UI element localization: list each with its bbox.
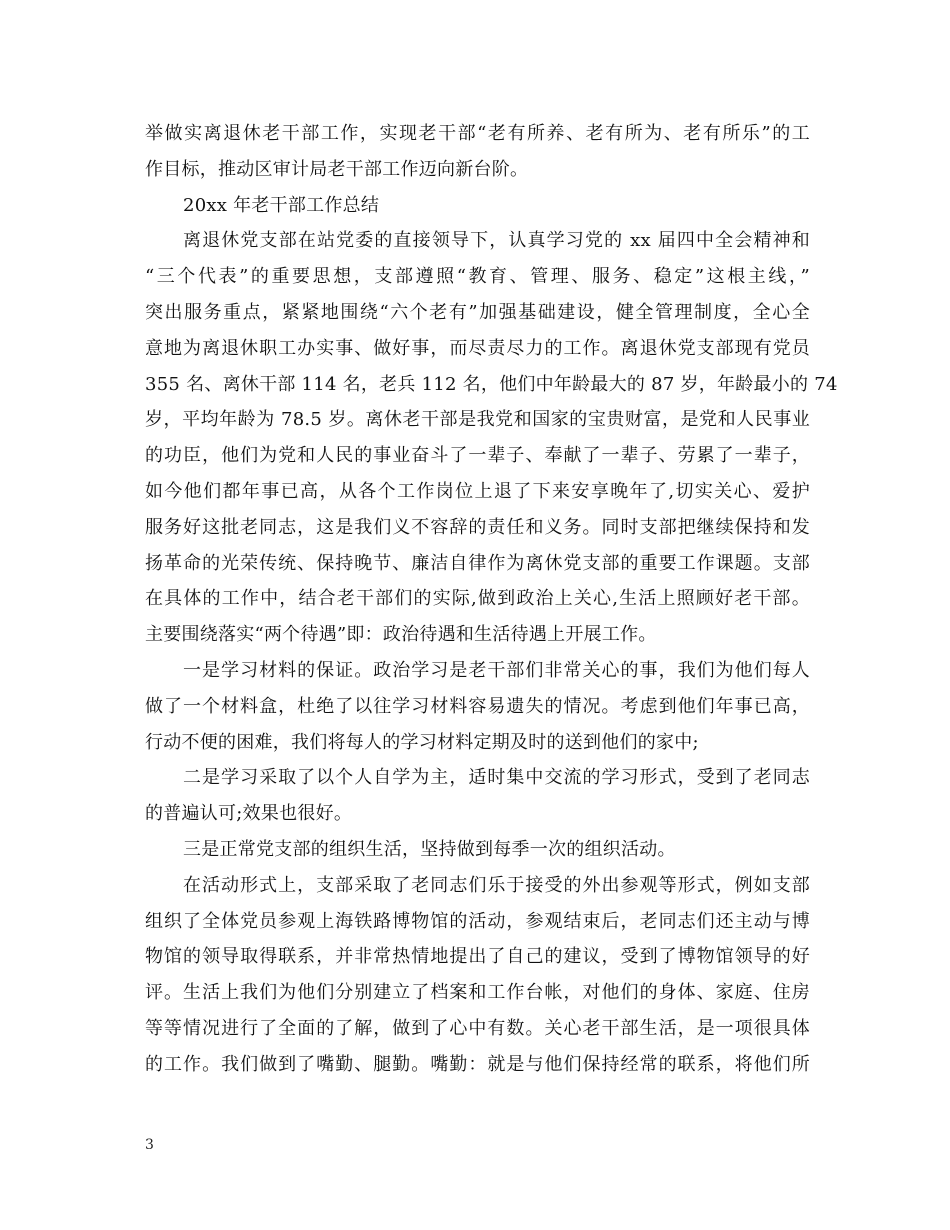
text-line: 在活动形式上，支部采取了老同志们乐于接受的外出参观等形式，例如支部 <box>183 874 810 896</box>
text-line: 评。生活上我们为他们分别建立了档案和工作台帐，对他们的身体、家庭、住房 <box>145 982 810 1004</box>
text-line: 组织了全体党员参观上海铁路博物馆的活动，参观结束后，老同志们还主动与博 <box>145 910 810 932</box>
text-line: 的功臣，他们为党和人民的事业奋斗了一辈子、奉献了一辈子、劳累了一辈子， <box>145 445 810 467</box>
text-line: 二是学习采取了以个人自学为主，适时集中交流的学习形式，受到了老同志 <box>183 767 810 789</box>
text-line: 的工作。我们做到了嘴勤、腿勤。嘴勤：就是与他们保持经常的联系，将他们所 <box>145 1053 810 1075</box>
document-body <box>145 116 838 1083</box>
text-line: 355 名、离休干部 114 名，老兵 112 名，他们中年龄最大的 87 岁，年龄最小的 74 <box>145 373 838 395</box>
text-line: 在具体的工作中，结合老干部们的实际,做到政治上关心,生活上照顾好老干部。 <box>145 588 810 610</box>
text-line: 主要围绕落实“两个待遇”即：政治待遇和生活待遇上开展工作。 <box>145 624 657 646</box>
text-line: 举做实离退休老干部工作，实现老干部“老有所养、老有所为、老有所乐”的工 <box>145 123 810 144</box>
text-line: 的普遍认可;效果也很好。 <box>145 803 353 825</box>
text-line: 等等情况进行了全面的了解，做到了心中有数。关心老干部生活，是一项很具体 <box>145 1017 810 1039</box>
page-number: 3 <box>145 1137 154 1153</box>
text-line: 岁，平均年龄为 78.5 岁。离休老干部是我党和国家的宝贵财富，是党和人民事业 <box>145 409 810 431</box>
text-line: 服务好这批老同志，这是我们义不容辞的责任和义务。同时支部把继续保持和发 <box>145 516 810 538</box>
text-line: “三个代表”的重要思想，支部遵照“教育、管理、服务、稳定”这根主线，” <box>145 266 810 288</box>
text-line: 如今他们都年事已高，从各个工作岗位上退了下来安享晚年了,切实关心、爱护 <box>145 480 810 502</box>
text-line: 三是正常党支部的组织生活，坚持做到每季一次的组织活动。 <box>183 838 676 860</box>
text-line: 突出服务重点，紧紧地围绕“六个老有”加强基础建设，健全管理制度，全心全 <box>145 301 810 323</box>
text-line: 一是学习材料的保证。政治学习是老干部们非常关心的事，我们为他们每人 <box>183 659 810 681</box>
text-line: 物馆的领导取得联系，并非常热情地提出了自己的建议，受到了博物馆领导的好 <box>145 946 810 968</box>
text-line: 行动不便的困难，我们将每人的学习材料定期及时的送到他们的家中; <box>145 731 699 753</box>
text-line: 离退休党支部在站党委的直接领导下，认真学习党的 xx 届四中全会精神和 <box>183 230 810 252</box>
text-line: 意地为离退休职工办实事、做好事，而尽责尽力的工作。离退休党支部现有党员 <box>145 337 810 359</box>
text-line: 做了一个材料盒，杜绝了以往学习材料容易遗失的情况。考虑到他们年事已高， <box>145 695 810 717</box>
text-line: 20xx 年老干部工作总结 <box>183 194 380 216</box>
text-line: 扬革命的光荣传统、保持晚节、廉洁自律作为离休党支部的重要工作课题。支部 <box>145 552 810 574</box>
text-line: 作目标，推动区审计局老干部工作迈向新台阶。 <box>145 158 529 180</box>
